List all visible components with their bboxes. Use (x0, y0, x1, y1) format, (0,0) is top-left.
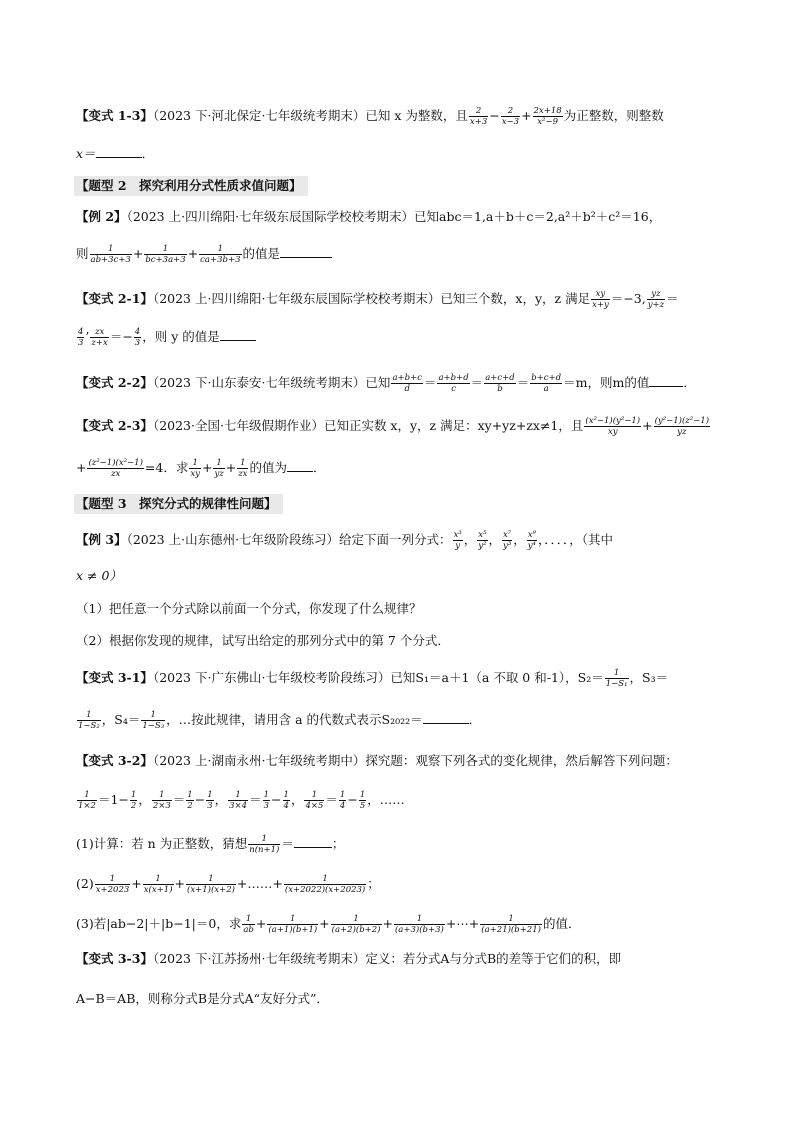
fraction: $\frac{\text{x⁹}}{\text{y⁴}}$ (527, 530, 536, 551)
problem-ex3-q2: （2）根据你发现的规律，试写出给定的那列分式中的第 7 个分式． (76, 633, 450, 648)
fraction: $\frac{a+b+c}{d}$ (392, 373, 422, 394)
fraction: $\frac{1}{(a+21)(b+21)}$ (481, 914, 541, 935)
fraction: $\frac{\text{x⁵}}{\text{y²}}$ (478, 530, 487, 551)
fraction: $\frac{1}{ca+3b+3}$ (200, 244, 241, 265)
fraction: $\frac{1}{(x+2022)(x+2023)}$ (284, 874, 366, 895)
problem-ex2-line2: 则 $\frac{1}{ab+3c+3}$ + $\frac{1}{bc+3a+3}$ + $\frac{1}{ca+3b+3}$ 的值是 (76, 244, 332, 265)
fraction: $\frac{1}{3\times 4}$ (229, 790, 248, 811)
fraction: $\frac{1}{n(n+1)}$ (249, 834, 280, 855)
answer-blank[interactable] (96, 145, 142, 158)
answer-blank[interactable] (649, 374, 683, 387)
fraction: $\frac{zx}{z+x}$ (91, 327, 108, 348)
problem-ex2-line1: 【例 2】（2023 上·四川绵阳·七年级东辰国际学校校考期末）已知abc＝1,a＋b＋c＝2,a²＋b²＋c²＝16， (76, 209, 662, 224)
fraction: $\frac{1}{1\times 2}$ (78, 790, 96, 811)
problem-v32-q2: (2) $\frac{1}{x+2023}$ + $\frac{1}{x(x+1)}$ + $\frac{1}{(x+1)(x+2)}$ +……+ $\frac{1}{(x+2022)(x+2023)}$ ； (76, 874, 380, 895)
problem-ex3-line2: x ≠ 0） (76, 568, 122, 583)
fraction: $\frac{1}{3}$ (207, 790, 213, 811)
fraction: $\frac{1}{zx}$ (238, 458, 248, 479)
fraction: $\frac{a+b+d}{c}$ (438, 373, 469, 394)
fraction: $\frac{4}{3}$ (78, 327, 84, 348)
problem-ex3-q1: （1）把任意一个分式除以前面一个分式，你发现了什么规律？ (76, 601, 422, 616)
fraction: $\frac{1}{x(x+1)}$ (143, 874, 173, 895)
problem-v31-line1: 【变式 3-1】（2023 下·广东佛山·七年级校考阶段练习）已知S₁＝a＋1（a 不取 0 和-1），S₂＝ $\frac{1}{\text{1−S₁}}$ ，S₃＝ (76, 668, 669, 689)
answer-blank[interactable] (220, 328, 256, 341)
fraction: $\frac{1}{ab}$ (243, 914, 254, 935)
fraction: $\frac{2x+18}{\text{x²−9}}$ (533, 106, 562, 127)
fraction: $\frac{1}{ab+3c+3}$ (90, 244, 131, 265)
fraction: $\frac{a+c+d}{b}$ (485, 373, 515, 394)
fraction: $\frac{\text{x⁷}}{\text{y³}}$ (503, 530, 512, 551)
fraction: $\frac{\text{x³}}{y}$ (453, 530, 462, 551)
problem-ex3-line1: 【例 3】（2023 上·山东德州·七年级阶段练习）给定下面一列分式： $\frac{\text{x³}}{y}$ ， $\frac{\text{x⁵}}{\text{y²}}$ ， $\frac{\text{x⁷}}{\text{y³}}$ ， $\frac{\text{x⁹}}{\text{y⁴}}$ ，．．．．，（其中 (76, 530, 613, 551)
problem-v23-line2: + $\frac{\text{(z²−1)(x²−1)}}{zx}$ =4．求 $\frac{1}{xy}$ + $\frac{1}{yz}$ + $\frac{1}{zx}$ 的值为 ． (76, 458, 326, 479)
answer-blank[interactable] (287, 459, 313, 472)
answer-blank[interactable] (280, 245, 332, 258)
fraction: $\frac{2}{x-3}$ (501, 106, 520, 127)
fraction: $\frac{1}{xy}$ (190, 458, 200, 479)
fraction: $\frac{1}{\text{1−S₁}}$ (605, 668, 628, 689)
fraction: $\frac{1}{bc+3a+3}$ (145, 244, 186, 265)
fraction: $\frac{1}{\text{1−S₃}}$ (142, 710, 165, 731)
fraction: $\frac{1}{2\times 3}$ (152, 790, 171, 811)
fraction: $\frac{1}{yz}$ (214, 458, 224, 479)
answer-blank[interactable] (423, 711, 469, 724)
fraction: $\frac{xy}{x+y}$ (592, 289, 609, 310)
fraction: $\frac{4}{3}$ (134, 327, 141, 348)
answer-blank[interactable] (294, 835, 332, 848)
fraction: $\frac{1}{2}$ (187, 790, 193, 811)
fraction: $\frac{\text{(y²−1)(z²−1)}}{yz}$ (654, 416, 710, 437)
problem-v32-q1: (1)计算：若 n 为正整数，猜想 $\frac{1}{n(n+1)}$ ＝ ； (76, 834, 345, 855)
problem-v33-line1: 【变式 3-3】（2023 下·江苏扬州·七年级统考期末）定义：若分式A与分式B的差等于它们的积，即 (76, 951, 622, 966)
problem-v13-line1: 【变式 1-3】（2023 下·河北保定·七年级统考期末）已知 x 为整数，且 $\frac{2}{x+3}$ − $\frac{2}{x-3}$ + $\frac{2x+18}{\text{x²−9}}$ 为正整数，则整数 (76, 106, 664, 127)
problem-v23-line1: 【变式 2-3】（2023·全国·七年级假期作业）已知正实数 x，y，z 满足：xy+yz+zx≠1，且 $\frac{\text{(x²−1)(y²−1)}}{xy}$ + $\frac{\text{(y²−1)(z²−1)}}{yz}$ (76, 416, 710, 437)
fraction: $\frac{2}{x+3}$ (469, 106, 488, 127)
fraction: $\frac{1}{(a+2)(b+2)}$ (331, 914, 381, 935)
problem-v21-line1: 【变式 2-1】（2023 上·四川绵阳·七年级东辰国际学校校考期末）已知三个数，x，y，z 满足 $\frac{xy}{x+y}$ ＝−3, $\frac{yz}{y+z}$ ＝ (76, 289, 679, 310)
fraction: $\frac{\text{(z²−1)(x²−1)}}{zx}$ (88, 458, 143, 479)
problem-v21-line2: $\frac{4}{3}$ ’ $\frac{zx}{z+x}$ ＝− $\frac{4}{3}$ ，则 y 的值是 (76, 327, 256, 348)
fraction: $\frac{1}{5}$ (359, 790, 366, 811)
section-heading-type3: 【题型 3 探究分式的规律性问题】 (74, 494, 283, 514)
fraction: $\frac{1}{3}$ (263, 790, 270, 811)
problem-v22-line1: 【变式 2-2】（2023 下·山东泰安·七年级统考期末）已知 $\frac{a+b+c}{d}$ ＝ $\frac{a+b+d}{c}$ ＝ $\frac{a+c+d}{b}$ ＝ $\frac{b+c+d}{a}$ ＝m，则m的值 ． (76, 373, 696, 394)
problem-v32-line1: 【变式 3-2】（2023 上·湖南永州·七年级统考期中）探究题：观察下列各式的变化规律，然后解答下列问题： (76, 753, 678, 768)
fraction: $\frac{1}{x+2023}$ (95, 874, 130, 895)
fraction: $\frac{1}{4}$ (339, 790, 346, 811)
problem-v33-line2: A−B＝AB，则称分式B是分式A“友好分式”． (76, 991, 329, 1006)
fraction: $\frac{1}{(a+1)(b+1)}$ (268, 914, 318, 935)
fraction: $\frac{b+c+d}{a}$ (531, 373, 562, 394)
fraction: $\frac{1}{4\times 5}$ (305, 790, 324, 811)
fraction: $\frac{1}{(a+3)(b+3)}$ (394, 914, 444, 935)
fraction: $\frac{1}{\text{1−S₂}}$ (78, 710, 100, 731)
problem-v13-line2: x＝ ． (76, 146, 155, 161)
fraction: $\frac{1}{2}$ (130, 790, 137, 811)
fraction: $\frac{1}{4}$ (283, 790, 289, 811)
problem-v31-line2: $\frac{1}{\text{1−S₂}}$ ，S₄＝ $\frac{1}{\text{1−S₃}}$ ，…按此规律，请用含 a 的代数式表示S₂₀₂₂＝ ． (78, 710, 482, 731)
fraction: $\frac{\text{(x²−1)(y²−1)}}{xy}$ (585, 416, 641, 437)
fraction: $\frac{yz}{y+z}$ (647, 289, 665, 310)
fraction: $\frac{1}{(x+1)(x+2)}$ (187, 874, 235, 895)
section-heading-type2: 【题型 2 探究利用分式性质求值问题】 (74, 176, 308, 196)
problem-v32-q3: (3)若|ab−2|＋|b−1|＝0，求 $\frac{1}{ab}$ + $\frac{1}{(a+1)(b+1)}$ + $\frac{1}{(a+2)(b+2)}$ + $\frac{1}{(a+3)(b+3)}$ +⋯+ $\frac{1}{(a+21)(b+21)}$ 的值． (76, 914, 581, 935)
problem-v32-pattern-row: $\frac{1}{1\times 2}$ ＝1− $\frac{1}{2}$ ， $\frac{1}{2\times 3}$ ＝ $\frac{1}{2}$ − $\frac{1}{3}$ ， $\frac{1}{3\times 4}$ ＝ $\frac{1}{3}$ − $\frac{1}{4}$ ， $\frac{1}{4\times 5}$ ＝ $\frac{1}{4}$ − $\frac{1}{5}$ ，…… (78, 790, 405, 811)
